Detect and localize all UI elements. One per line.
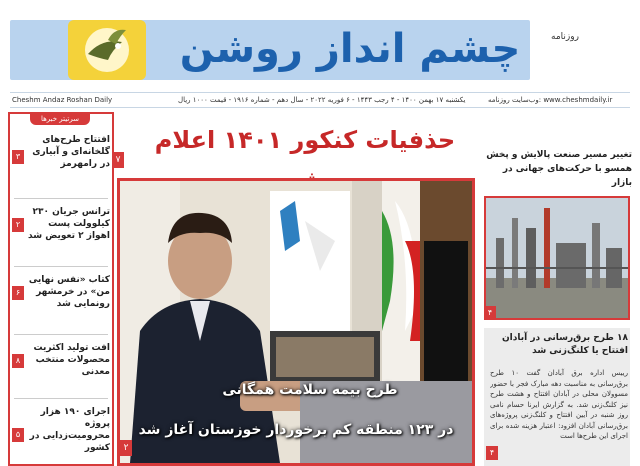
- headline-item-4-page: ۸: [12, 354, 24, 368]
- refinery-headline[interactable]: تغییر مسیر صنعت پالایش و پخش همسو با حرکت‌های جهانی در بازار: [486, 150, 632, 188]
- website-link[interactable]: وب‌سایت روزنامه: www.cheshmdaily.ir: [488, 96, 613, 104]
- headline-item-5-page: ۵: [12, 428, 24, 442]
- masthead-kicker: روزنامه: [551, 32, 579, 42]
- newspaper-logo: [68, 20, 146, 80]
- divider: [14, 334, 108, 335]
- english-name: Cheshm Andaz Roshan Daily: [12, 96, 113, 104]
- masthead-title: چشم انداز روشن: [179, 26, 521, 72]
- masthead: [10, 10, 630, 90]
- headline-item-2-page: ۲: [12, 218, 24, 232]
- issue-info: یکشنبه ۱۷ بهمن ۱۴۰۰ - ۴ رجب ۱۴۴۳ - ۶ فوریه ۲۰۲۲ - سال دهم - شماره ۱۹۱۶ - قیمت ۱۰۰۰ ریال: [178, 96, 466, 104]
- headline-item-1[interactable]: افتتاح طرح‌های گلخانه‌ای و آبیاری در رامهرمز: [32, 135, 110, 169]
- headline-item-4[interactable]: افت تولید اکثریت محصولات منتخب معدنی: [33, 343, 110, 377]
- headline-item-5[interactable]: اجرای ۱۹۰ هزار پروژه محرومیت‌زدایی در کشور: [29, 407, 110, 453]
- abadan-story-headline[interactable]: ۱۸ طرح برق‌رسانی در آبادان افتتاح یا کلنگ‌زنی شد: [501, 333, 628, 356]
- headline-item-2[interactable]: ترانس جریان ۲۳۰ کیلوولت پست اهواز ۲ تعویض شد: [28, 207, 110, 241]
- photo-caption-line-2[interactable]: در ۱۲۳ منطقه کم برخوردار خوزستان آغاز شد: [138, 422, 454, 438]
- divider: [14, 398, 108, 399]
- main-headline[interactable]: حذفیات کنکور ۱۴۰۱ اعلام: [154, 126, 456, 154]
- refinery-photo-page: ۴: [484, 306, 496, 320]
- divider: [14, 266, 108, 267]
- dateline-bar: [10, 92, 630, 108]
- headline-item-1-page: ۳: [12, 150, 24, 164]
- divider: [14, 198, 108, 199]
- headline-item-3-page: ۶: [12, 286, 24, 300]
- photo-caption-line-1[interactable]: طرح بیمه سلامت همگانی: [222, 382, 398, 398]
- refinery-photo[interactable]: [484, 196, 630, 320]
- abadan-story-body: رییس اداره برق آبادان گفت ۱۰ طرح برق‌رسانی به مناسبت دهه مبارک فجر با حضور مسوولان محلی در آبادان افتتاح و هشت طرح نیز کلنگ‌زنی شد. به گزارش ایرنا حسام نامی روز شنبه در آیین افتتاح و کلنگ‌زنی پروژه‌های برق‌رسانی آبادان افزود: اعتبار هزینه شده برای اجرای این طرح‌ها است: [490, 369, 628, 440]
- abadan-story-page: ۴: [486, 446, 498, 460]
- photo-page-number: ۲: [120, 440, 132, 456]
- headline-item-3[interactable]: کتاب «نفس نهایی من» در خرمشهر رونمایی شد: [28, 275, 110, 309]
- main-headline-page: ۷: [112, 152, 124, 168]
- headlines-column-header: سرتیتر خبرها: [30, 113, 90, 125]
